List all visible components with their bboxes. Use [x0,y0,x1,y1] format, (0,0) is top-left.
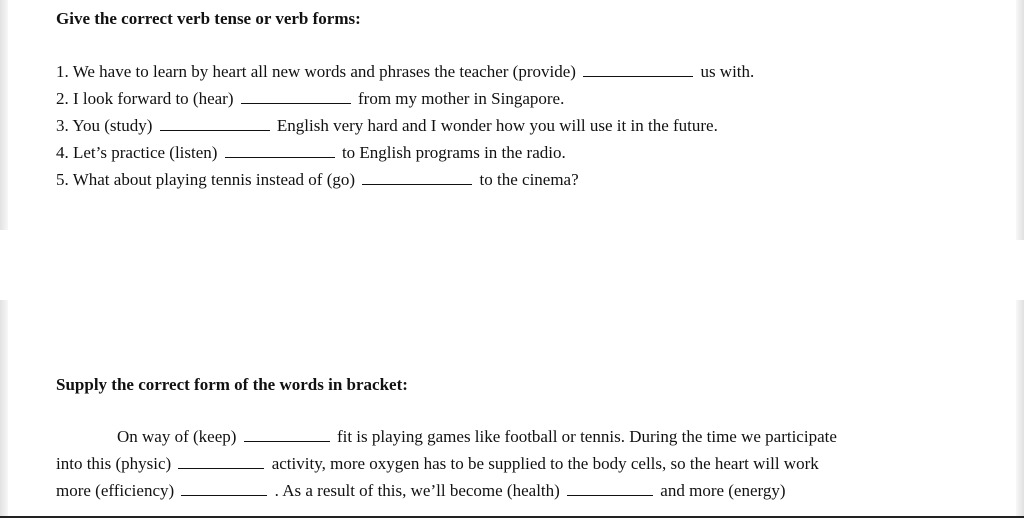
item-text-after: from my mother in Singapore. [358,89,565,108]
item-number: 4. [56,143,69,162]
item-text-after: us with. [700,62,755,81]
answer-blank[interactable] [567,481,653,496]
line-text-after: fit is playing games like football or tennis. During the time we participate [336,427,837,446]
item-text-before: I look forward to (hear) [73,89,234,108]
section-heading-word-forms: Supply the correct form of the words in bracket: [56,375,408,394]
item-number: 1. [56,62,69,81]
exercise-item-3 [56,116,718,136]
item-text-before: Let’s practice (listen) [73,143,218,162]
answer-blank[interactable] [160,116,270,131]
section-heading-verb-tense: Give the correct verb tense or verb forms: [56,9,361,28]
line-text-after: activity, more oxygen has to be supplied to the body cells, so the heart will work [271,454,819,473]
item-number: 3. [56,116,69,135]
page-edge-shadow [1016,300,1024,518]
item-text-after: to English programs in the radio. [341,143,566,162]
exercise-item-2 [56,89,564,109]
item-text-before: You (study) [72,116,153,135]
paragraph-line-2 [56,454,819,474]
item-number: 5. [56,170,69,189]
item-text-before: We have to learn by heart all new words and phrases the teacher (provide) [72,62,576,81]
item-text-before: What about playing tennis instead of (go) [72,170,356,189]
item-text-after: to the cinema? [479,170,579,189]
exercise-item-5 [56,170,579,190]
exercise-item-1 [56,62,754,82]
exercise-item-4 [56,143,566,163]
page-edge-shadow [0,0,8,230]
answer-blank[interactable] [362,170,472,185]
paragraph-line-3 [56,481,786,501]
line-text-middle: . As a result of this, we’ll become (health) [274,481,560,500]
item-text-after: English very hard and I wonder how you will use it in the future. [276,116,718,135]
answer-blank[interactable] [225,143,335,158]
line-text-after: and more (energy) [660,481,786,500]
page-edge-shadow [1016,0,1024,240]
line-text-before: more (efficiency) [56,481,175,500]
answer-blank[interactable] [244,427,330,442]
answer-blank[interactable] [181,481,267,496]
line-text-before: into this (physic) [56,454,172,473]
answer-blank[interactable] [241,89,351,104]
paragraph-line-1 [117,427,837,447]
item-number: 2. [56,89,69,108]
answer-blank[interactable] [583,62,693,77]
answer-blank[interactable] [178,454,264,469]
line-text-before: On way of (keep) [117,427,237,446]
page-edge-shadow [0,300,8,518]
